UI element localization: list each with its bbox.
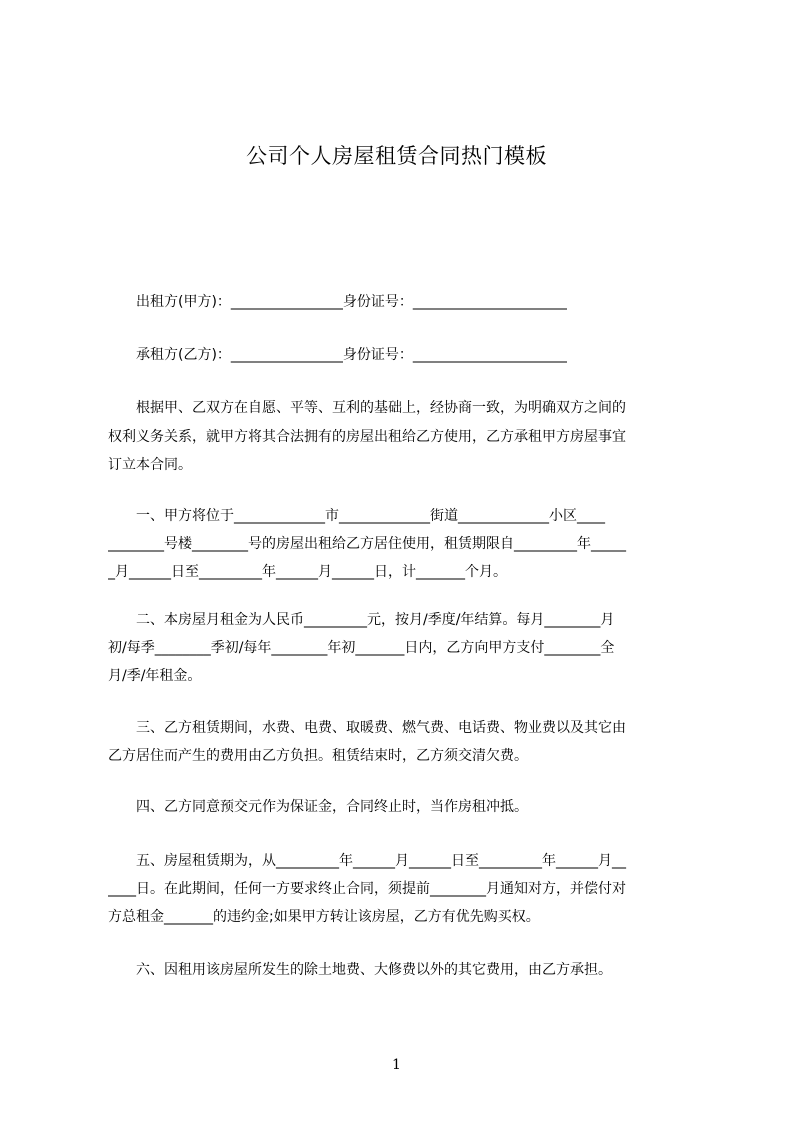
paragraph-line: 订立本合同。	[108, 457, 192, 473]
document-title: 公司个人房屋租赁合同热门模板	[246, 144, 547, 168]
paragraph-line: 月/季/年租金。	[108, 668, 202, 684]
party-a-line: 出租方(甲方)：________________身份证号：______________________	[108, 294, 567, 310]
paragraph-line: 初/每季________季初/每年________年初_______日内，乙方向甲方支付________全	[108, 640, 615, 656]
paragraph-line: 一、甲方将位于_____________市_____________街道_____________小区____	[108, 508, 605, 524]
paragraph-line: _月______日至_________年______月______日，计_______个月。	[108, 564, 507, 580]
paragraph-line: 三、乙方租赁期间，水费、电费、取暖费、燃气费、电话费、物业费以及其它由	[108, 720, 626, 736]
paragraph-line: 根据甲、乙双方在自愿、平等、互利的基础上，经协商一致，为明确双方之间的	[108, 400, 626, 416]
page-number: 1	[392, 1057, 401, 1073]
paragraph-line: ____日。在此期间，任何一方要求终止合同，须提前________月通知对方，并偿付对	[108, 881, 626, 897]
paragraph-line: 方总租金_______的违约金;如果甲方转让该房屋，乙方有优先购买权。	[108, 909, 540, 925]
paragraph-line: 权利义务关系，就甲方将其合法拥有的房屋出租给乙方使用，乙方承租甲方房屋事宜	[108, 429, 626, 445]
paragraph-line: 六、因租用该房屋所发生的除土地费、大修费以外的其它费用，由乙方承担。	[108, 962, 612, 978]
paragraph-line: 四、乙方同意预交元作为保证金，合同终止时，当作房租冲抵。	[108, 799, 528, 815]
paragraph-line: 二、本房屋月租金为人民币_________元，按月/季度/年结算。每月________月	[108, 612, 615, 628]
party-b-line: 承租方(乙方)：________________身份证号：______________________	[108, 347, 567, 363]
paragraph-line: ________号楼________号的房屋出租给乙方居住使用，租赁期限自_________年_____	[108, 536, 626, 552]
paragraph-line: 乙方居住而产生的费用由乙方负担。租赁结束时，乙方须交清欠费。	[108, 748, 528, 764]
paragraph-line: 五、房屋租赁期为，从_________年______月______日至_________年______月__	[108, 853, 626, 869]
